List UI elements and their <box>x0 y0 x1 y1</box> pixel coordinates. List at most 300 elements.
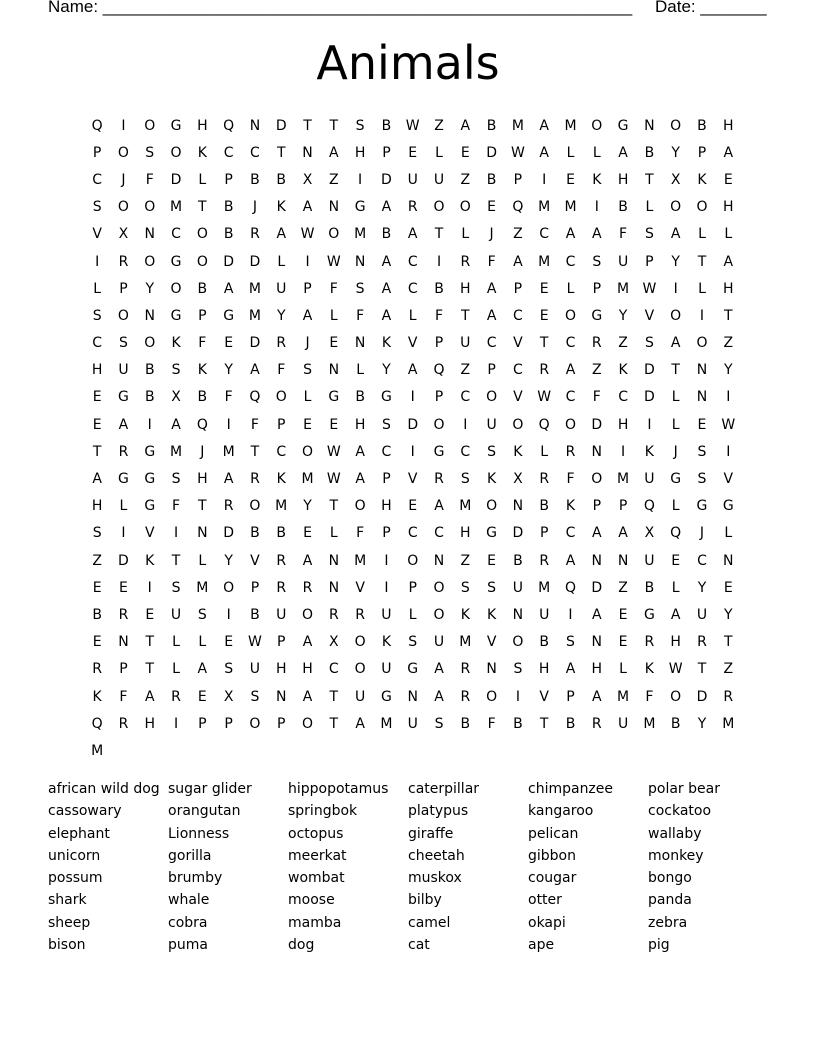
grid-letter[interactable]: C <box>513 362 523 379</box>
grid-letter[interactable]: Q <box>91 715 103 732</box>
grid-letter[interactable]: Z <box>591 362 602 379</box>
grid-letter[interactable]: U <box>512 579 524 596</box>
grid-letter[interactable]: U <box>381 606 392 623</box>
grid-letter[interactable]: L <box>277 253 286 270</box>
grid-letter[interactable]: V <box>92 226 102 243</box>
grid-letter[interactable]: S <box>92 525 102 542</box>
grid-letter[interactable]: V <box>513 335 523 352</box>
grid-letter[interactable]: J <box>305 335 310 352</box>
grid-letter[interactable]: S <box>487 443 497 460</box>
grid-letter[interactable]: W <box>668 661 683 678</box>
grid-letter[interactable]: L <box>698 280 706 297</box>
grid-letter[interactable]: N <box>486 661 497 678</box>
grid-letter[interactable]: N <box>617 552 629 569</box>
grid-letter[interactable]: P <box>277 634 286 651</box>
grid-letter[interactable]: T <box>697 661 707 678</box>
grid-letter[interactable]: O <box>670 307 682 324</box>
grid-letter[interactable]: A <box>539 144 549 161</box>
grid-letter[interactable]: O <box>117 199 129 216</box>
grid-letter[interactable]: A <box>434 498 444 515</box>
grid-letter[interactable]: G <box>380 688 392 705</box>
grid-letter[interactable]: A <box>592 688 602 705</box>
grid-letter[interactable]: I <box>515 688 520 705</box>
grid-letter[interactable]: X <box>329 634 339 651</box>
grid-letter[interactable]: U <box>617 715 629 732</box>
grid-letter[interactable]: A <box>670 226 681 243</box>
grid-letter[interactable]: N <box>302 144 313 161</box>
grid-letter[interactable]: O <box>302 715 314 732</box>
grid-letter[interactable]: H <box>275 661 287 678</box>
grid-letter[interactable]: A <box>407 226 418 243</box>
grid-letter[interactable]: L <box>619 661 627 678</box>
grid-letter[interactable]: R <box>250 471 260 488</box>
grid-letter[interactable]: N <box>197 525 208 542</box>
grid-letter[interactable]: H <box>460 280 471 297</box>
grid-letter[interactable]: K <box>487 606 497 623</box>
grid-letter[interactable]: F <box>224 389 233 406</box>
grid-letter[interactable]: V <box>407 471 418 488</box>
grid-letter[interactable]: I <box>699 307 705 324</box>
grid-letter[interactable]: N <box>328 552 340 569</box>
grid-letter[interactable]: I <box>463 416 468 433</box>
grid-letter[interactable]: H <box>723 199 734 216</box>
grid-letter[interactable]: R <box>355 606 365 623</box>
grid-letter[interactable]: U <box>644 552 655 569</box>
grid-letter[interactable]: B <box>486 171 497 188</box>
grid-letter[interactable]: P <box>198 715 207 732</box>
grid-letter[interactable]: L <box>724 525 733 542</box>
grid-letter[interactable]: O <box>459 199 471 216</box>
grid-letter[interactable]: L <box>435 144 443 161</box>
grid-letter[interactable]: T <box>92 443 102 460</box>
grid-letter[interactable]: I <box>647 416 652 433</box>
grid-letter[interactable]: K <box>644 661 654 678</box>
grid-letter[interactable]: I <box>226 416 231 433</box>
name-field[interactable]: Name: ________________________________________________________ <box>48 0 633 16</box>
grid-letter[interactable]: E <box>197 688 207 705</box>
grid-letter[interactable]: O <box>275 389 287 406</box>
grid-letter[interactable]: H <box>144 715 155 732</box>
grid-letter[interactable]: D <box>275 117 287 134</box>
grid-letter[interactable]: L <box>671 579 680 596</box>
grid-letter[interactable]: Q <box>512 199 524 216</box>
grid-letter[interactable]: U <box>276 280 287 297</box>
grid-letter[interactable]: O <box>328 226 340 243</box>
grid-letter[interactable]: F <box>487 253 496 270</box>
grid-letter[interactable]: D <box>223 525 235 542</box>
grid-letter[interactable]: T <box>145 634 155 651</box>
grid-letter[interactable]: O <box>433 606 445 623</box>
grid-letter[interactable]: F <box>434 307 444 324</box>
grid-letter[interactable]: A <box>223 280 234 297</box>
grid-letter[interactable]: G <box>617 117 629 134</box>
grid-letter[interactable]: C <box>92 171 103 188</box>
grid-letter[interactable]: T <box>434 226 444 243</box>
grid-letter[interactable]: B <box>250 171 260 188</box>
grid-letter[interactable]: A <box>539 117 549 134</box>
grid-letter[interactable]: I <box>121 117 126 134</box>
grid-letter[interactable]: M <box>617 280 630 297</box>
grid-letter[interactable]: R <box>460 253 471 270</box>
grid-letter[interactable]: A <box>355 471 365 488</box>
grid-letter[interactable]: G <box>407 661 419 678</box>
grid-letter[interactable]: N <box>118 634 129 651</box>
grid-letter[interactable]: R <box>460 688 471 705</box>
grid-letter[interactable]: D <box>249 335 261 352</box>
grid-letter[interactable]: C <box>539 226 550 243</box>
grid-letter[interactable]: C <box>513 307 523 324</box>
grid-letter[interactable]: H <box>723 280 734 297</box>
grid-letter[interactable]: R <box>118 606 129 623</box>
grid-letter[interactable]: W <box>326 443 341 460</box>
grid-letter[interactable]: R <box>434 471 444 488</box>
grid-letter[interactable]: A <box>171 416 181 433</box>
grid-letter[interactable]: R <box>223 498 234 515</box>
grid-letter[interactable]: G <box>670 471 682 488</box>
grid-letter[interactable]: P <box>513 171 523 188</box>
grid-letter[interactable]: L <box>724 226 733 243</box>
grid-letter[interactable]: C <box>697 552 707 569</box>
grid-letter[interactable]: O <box>696 199 708 216</box>
grid-letter[interactable]: U <box>539 606 550 623</box>
grid-letter[interactable]: A <box>302 199 313 216</box>
grid-letter[interactable]: V <box>723 471 734 488</box>
grid-letter[interactable]: S <box>381 416 391 433</box>
grid-letter[interactable]: A <box>486 307 497 324</box>
grid-letter[interactable]: S <box>224 661 234 678</box>
grid-letter[interactable]: L <box>592 144 601 161</box>
grid-letter[interactable]: M <box>538 579 551 596</box>
grid-letter[interactable]: M <box>222 443 235 460</box>
grid-letter[interactable]: E <box>539 307 549 324</box>
grid-letter[interactable]: A <box>276 226 287 243</box>
grid-letter[interactable]: X <box>670 171 681 188</box>
grid-letter[interactable]: A <box>460 117 471 134</box>
grid-letter[interactable]: R <box>276 335 287 352</box>
grid-letter[interactable]: Y <box>303 498 312 515</box>
grid-letter[interactable]: T <box>697 253 707 270</box>
grid-letter[interactable]: N <box>696 362 708 379</box>
grid-letter[interactable]: N <box>328 362 340 379</box>
grid-letter[interactable]: A <box>592 525 602 542</box>
grid-letter[interactable]: J <box>489 226 494 243</box>
grid-letter[interactable]: M <box>538 253 551 270</box>
grid-letter[interactable]: F <box>356 525 365 542</box>
grid-letter[interactable]: B <box>697 117 707 134</box>
grid-letter[interactable]: X <box>118 226 129 243</box>
grid-letter[interactable]: P <box>592 280 602 297</box>
grid-letter[interactable]: P <box>382 471 391 488</box>
grid-letter[interactable]: L <box>198 634 207 651</box>
grid-letter[interactable]: B <box>144 389 155 406</box>
grid-letter[interactable]: O <box>302 606 314 623</box>
grid-letter[interactable]: K <box>565 498 576 515</box>
grid-letter[interactable]: P <box>119 280 128 297</box>
grid-letter[interactable]: O <box>670 688 682 705</box>
grid-letter[interactable]: F <box>566 471 575 488</box>
grid-letter[interactable]: P <box>513 280 523 297</box>
grid-letter[interactable]: U <box>486 416 497 433</box>
grid-letter[interactable]: B <box>250 606 260 623</box>
grid-letter[interactable]: T <box>671 362 680 379</box>
grid-letter[interactable]: D <box>223 253 235 270</box>
grid-letter[interactable]: O <box>486 389 498 406</box>
grid-letter[interactable]: O <box>591 471 603 488</box>
grid-letter[interactable]: E <box>618 606 628 623</box>
grid-letter[interactable]: N <box>433 552 445 569</box>
grid-letter[interactable]: T <box>329 688 339 705</box>
grid-letter[interactable]: C <box>407 525 418 542</box>
grid-letter[interactable]: D <box>696 688 708 705</box>
grid-letter[interactable]: W <box>537 389 552 406</box>
date-field[interactable]: Date: _______ <box>655 0 767 16</box>
grid-letter[interactable]: B <box>197 389 208 406</box>
grid-letter[interactable]: P <box>487 362 496 379</box>
grid-letter[interactable]: S <box>697 443 707 460</box>
grid-letter[interactable]: C <box>618 389 628 406</box>
grid-letter[interactable]: C <box>407 280 418 297</box>
grid-letter[interactable]: H <box>197 117 208 134</box>
grid-letter[interactable]: N <box>249 117 261 134</box>
grid-letter[interactable]: R <box>92 661 103 678</box>
grid-letter[interactable]: A <box>381 307 392 324</box>
grid-letter[interactable]: A <box>565 226 576 243</box>
grid-letter[interactable]: A <box>592 606 602 623</box>
grid-letter[interactable]: Z <box>92 552 102 569</box>
grid-letter[interactable]: M <box>169 443 183 460</box>
grid-letter[interactable]: I <box>726 443 731 460</box>
grid-letter[interactable]: O <box>512 634 524 651</box>
grid-letter[interactable]: I <box>594 199 599 216</box>
grid-letter[interactable]: I <box>621 443 626 460</box>
grid-letter[interactable]: S <box>513 661 523 678</box>
grid-letter[interactable]: P <box>592 498 602 515</box>
grid-letter[interactable]: G <box>696 498 708 515</box>
grid-letter[interactable]: R <box>302 579 313 596</box>
grid-letter[interactable]: R <box>539 362 550 379</box>
grid-letter[interactable]: P <box>697 144 707 161</box>
grid-letter[interactable]: A <box>407 362 418 379</box>
grid-letter[interactable]: I <box>226 606 231 623</box>
grid-letter[interactable]: C <box>460 389 471 406</box>
grid-letter[interactable]: K <box>197 144 207 161</box>
grid-letter[interactable]: R <box>723 688 734 705</box>
grid-letter[interactable]: R <box>697 634 707 651</box>
grid-letter[interactable]: F <box>172 498 181 515</box>
grid-letter[interactable]: U <box>118 362 129 379</box>
grid-letter[interactable]: A <box>302 552 313 569</box>
grid-letter[interactable]: L <box>408 307 417 324</box>
grid-letter[interactable]: D <box>643 389 655 406</box>
grid-letter[interactable]: Q <box>249 389 261 406</box>
grid-letter[interactable]: O <box>249 715 261 732</box>
grid-letter[interactable]: O <box>117 144 129 161</box>
grid-letter[interactable]: S <box>566 634 575 651</box>
grid-letter[interactable]: W <box>326 471 341 488</box>
grid-letter[interactable]: Z <box>723 661 734 678</box>
grid-letter[interactable]: N <box>144 226 155 243</box>
grid-letter[interactable]: S <box>460 471 470 488</box>
grid-letter[interactable]: R <box>118 253 129 270</box>
grid-letter[interactable]: L <box>356 362 365 379</box>
grid-letter[interactable]: O <box>196 253 208 270</box>
grid-letter[interactable]: L <box>645 199 654 216</box>
grid-letter[interactable]: G <box>433 443 445 460</box>
grid-letter[interactable]: R <box>591 715 602 732</box>
grid-letter[interactable]: M <box>564 117 577 134</box>
grid-letter[interactable]: S <box>460 579 470 596</box>
grid-letter[interactable]: H <box>91 362 103 379</box>
grid-letter[interactable]: P <box>92 144 102 161</box>
grid-letter[interactable]: L <box>566 280 575 297</box>
grid-letter[interactable]: K <box>618 362 628 379</box>
grid-letter[interactable]: I <box>147 579 152 596</box>
grid-letter[interactable]: S <box>92 307 102 324</box>
grid-letter[interactable]: G <box>144 471 156 488</box>
grid-letter[interactable]: K <box>487 471 497 488</box>
grid-letter[interactable]: H <box>538 661 550 678</box>
grid-letter[interactable]: T <box>145 661 155 678</box>
grid-letter[interactable]: V <box>144 525 155 542</box>
grid-letter[interactable]: Q <box>433 362 445 379</box>
grid-letter[interactable]: S <box>303 362 312 379</box>
grid-letter[interactable]: G <box>144 443 156 460</box>
grid-letter[interactable]: A <box>670 606 681 623</box>
grid-letter[interactable]: B <box>223 226 234 243</box>
grid-letter[interactable]: I <box>410 389 415 406</box>
grid-letter[interactable]: O <box>564 307 576 324</box>
grid-letter[interactable]: O <box>486 498 498 515</box>
grid-letter[interactable]: J <box>121 171 126 188</box>
grid-letter[interactable]: M <box>91 742 104 759</box>
grid-letter[interactable]: M <box>354 552 367 569</box>
grid-letter[interactable]: D <box>249 253 261 270</box>
grid-letter[interactable]: U <box>407 171 418 188</box>
grid-letter[interactable]: H <box>354 416 366 433</box>
grid-letter[interactable]: C <box>565 525 576 542</box>
grid-letter[interactable]: M <box>380 715 393 732</box>
grid-letter[interactable]: Z <box>460 552 471 569</box>
grid-letter[interactable]: E <box>618 634 628 651</box>
grid-letter[interactable]: H <box>197 471 208 488</box>
grid-letter[interactable]: S <box>487 579 497 596</box>
grid-letter[interactable]: A <box>144 688 155 705</box>
grid-letter[interactable]: P <box>303 280 312 297</box>
grid-letter[interactable]: F <box>487 715 496 732</box>
grid-letter[interactable]: O <box>223 579 235 596</box>
grid-letter[interactable]: P <box>224 715 233 732</box>
grid-letter[interactable]: T <box>276 144 286 161</box>
grid-letter[interactable]: M <box>459 498 472 515</box>
grid-letter[interactable]: A <box>355 443 365 460</box>
grid-letter[interactable]: W <box>300 226 315 243</box>
grid-letter[interactable]: W <box>510 144 525 161</box>
grid-letter[interactable]: M <box>248 280 261 297</box>
grid-letter[interactable]: K <box>697 171 707 188</box>
grid-letter[interactable]: F <box>645 688 654 705</box>
grid-letter[interactable]: M <box>169 199 183 216</box>
grid-letter[interactable]: M <box>248 307 261 324</box>
grid-letter[interactable]: T <box>461 307 470 324</box>
grid-letter[interactable]: C <box>250 144 260 161</box>
grid-letter[interactable]: P <box>434 335 444 352</box>
grid-letter[interactable]: H <box>381 498 392 515</box>
grid-letter[interactable]: Q <box>670 525 682 542</box>
grid-letter[interactable]: K <box>92 688 102 705</box>
grid-letter[interactable]: B <box>513 715 523 732</box>
grid-letter[interactable]: X <box>223 688 234 705</box>
grid-letter[interactable]: N <box>591 634 603 651</box>
grid-letter[interactable]: O <box>144 117 156 134</box>
grid-letter[interactable]: O <box>302 443 314 460</box>
grid-letter[interactable]: Y <box>671 253 680 270</box>
grid-letter[interactable]: X <box>171 389 181 406</box>
grid-letter[interactable]: G <box>354 199 366 216</box>
grid-letter[interactable]: M <box>538 199 551 216</box>
grid-letter[interactable]: L <box>461 226 470 243</box>
grid-letter[interactable]: O <box>591 117 603 134</box>
grid-letter[interactable]: F <box>250 416 259 433</box>
grid-letter[interactable]: G <box>591 307 603 324</box>
grid-letter[interactable]: B <box>144 362 155 379</box>
grid-letter[interactable]: O <box>433 199 445 216</box>
grid-letter[interactable]: E <box>92 634 102 651</box>
grid-letter[interactable]: V <box>539 688 549 705</box>
grid-letter[interactable]: B <box>539 634 549 651</box>
grid-letter[interactable]: J <box>673 443 678 460</box>
grid-letter[interactable]: C <box>486 335 497 352</box>
grid-letter[interactable]: D <box>643 362 655 379</box>
grid-letter[interactable]: E <box>224 335 234 352</box>
grid-letter[interactable]: L <box>172 661 180 678</box>
grid-letter[interactable]: E <box>487 199 497 216</box>
grid-letter[interactable]: L <box>198 171 207 188</box>
grid-letter[interactable]: A <box>329 144 339 161</box>
grid-letter[interactable]: T <box>539 715 549 732</box>
grid-letter[interactable]: Y <box>618 307 628 324</box>
grid-letter[interactable]: Y <box>723 606 733 623</box>
grid-letter[interactable]: N <box>354 335 366 352</box>
grid-letter[interactable]: H <box>617 416 629 433</box>
grid-letter[interactable]: L <box>172 634 180 651</box>
grid-letter[interactable]: H <box>591 661 603 678</box>
grid-letter[interactable]: R <box>171 688 181 705</box>
grid-letter[interactable]: A <box>592 226 602 243</box>
grid-letter[interactable]: A <box>723 253 734 270</box>
grid-letter[interactable]: B <box>250 525 260 542</box>
grid-letter[interactable]: K <box>276 471 286 488</box>
grid-letter[interactable]: K <box>276 199 286 216</box>
grid-letter[interactable]: T <box>198 498 207 515</box>
grid-letter[interactable]: P <box>566 688 575 705</box>
grid-letter[interactable]: T <box>250 443 260 460</box>
grid-letter[interactable]: H <box>617 171 629 188</box>
grid-letter[interactable]: F <box>329 280 338 297</box>
grid-letter[interactable]: B <box>460 715 471 732</box>
grid-letter[interactable]: S <box>171 579 181 596</box>
grid-letter[interactable]: I <box>95 253 100 270</box>
grid-letter[interactable]: P <box>277 715 286 732</box>
grid-letter[interactable]: Z <box>723 335 734 352</box>
grid-letter[interactable]: O <box>196 226 208 243</box>
grid-letter[interactable]: O <box>433 416 445 433</box>
grid-letter[interactable]: T <box>171 552 181 569</box>
grid-letter[interactable]: M <box>617 471 630 488</box>
grid-letter[interactable]: A <box>618 144 628 161</box>
grid-letter[interactable]: L <box>119 498 128 515</box>
grid-letter[interactable]: G <box>118 471 129 488</box>
grid-letter[interactable]: B <box>618 199 628 216</box>
